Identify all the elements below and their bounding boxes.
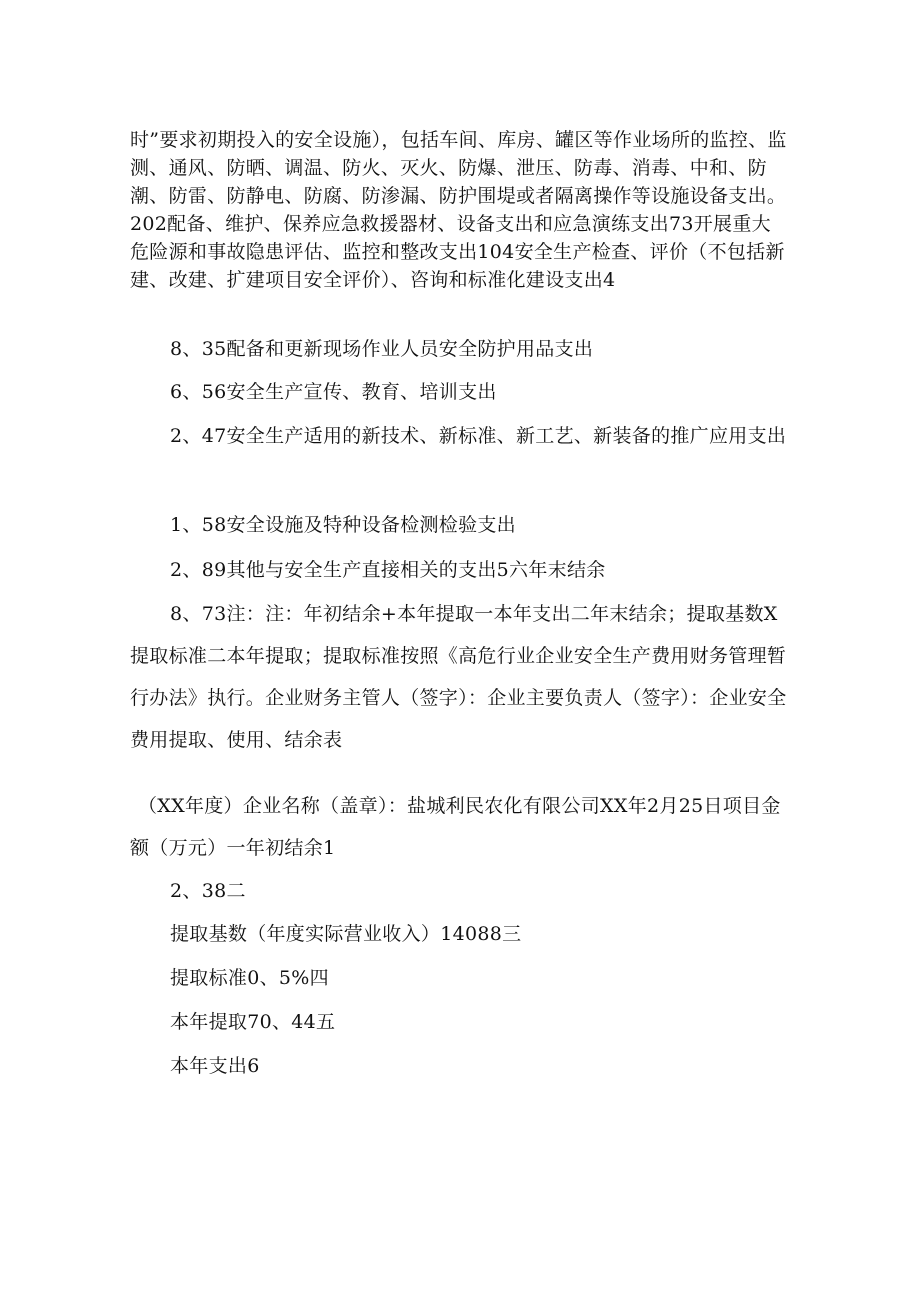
body-line-annual-extraction — [130, 1001, 790, 1043]
body-line-extraction-base — [130, 913, 790, 955]
body-line-extraction-standard — [130, 957, 790, 999]
paragraph-new-technology-text: 2、47安全生产适用的新技术、新标准、新工艺、新装备的推广应用支出 — [170, 425, 787, 447]
line-training-text: 6、56安全生产宣传、教育、培训支出 — [170, 381, 497, 403]
line-extraction-base-text: 提取基数（年度实际营业收入）14088三 — [170, 923, 522, 945]
body-paragraph-company-header — [130, 785, 790, 869]
paragraph-notes-text: 8、73注：注：年初结余+本年提取一本年支出二年末结余；提取基数X提取标准二本年提取；提取标准按照《高危行业企业安全生产费用财务管理暂行办法》执行。企业财务主管人（签字）：企业主要负责人（签字）：企业安全费用提取、使用、结余表 — [130, 603, 787, 751]
body-line-protective-equipment — [130, 328, 790, 370]
line-other-expenses-text: 2、89其他与安全生产直接相关的支出5六年末结余 — [170, 559, 606, 581]
line-protective-equipment-text: 8、35配备和更新现场作业人员安全防护用品支出 — [170, 338, 594, 360]
line-annual-extraction-text: 本年提取70、44五 — [170, 1011, 336, 1033]
line-item-two-text: 2、38二 — [170, 880, 246, 902]
body-paragraph-new-technology — [130, 415, 790, 457]
body-paragraph-notes — [130, 593, 790, 761]
paragraph-company-header-text: （XX年度）企业名称（盖章）：盐城利民农化有限公司XX年2月25日项目金额（万元）一年初结余1 — [130, 795, 781, 859]
body-line-item-two — [130, 870, 790, 912]
body-line-inspection — [130, 504, 790, 546]
body-line-annual-expenditure — [130, 1045, 790, 1087]
line-annual-expenditure-text: 本年支出6 — [170, 1055, 260, 1077]
line-inspection-text: 1、58安全设施及特种设备检测检验支出 — [170, 514, 516, 536]
line-extraction-standard-text: 提取标准0、5%四 — [170, 967, 329, 989]
body-paragraph-facilities — [130, 126, 790, 294]
body-line-other-expenses — [130, 549, 790, 591]
paragraph-facilities-text: 时”要求初期投入的安全设施），包括车间、库房、罐区等作业场所的监控、监测、通风、防晒、调温、防火、灭火、防爆、泄压、防毒、消毒、中和、防潮、防雷、防静电、防腐、防渗漏、防护围堤或者隔离操作等设施设备支出。202配备、维护、保养应急救援器材、设备支出和应急演练支出73开展重大危险源和事故隐患评估、监控和整改支出104安全生产检查、评价（不包括新建、改建、扩建项目安全评价）、咨询和标准化建设支出4 — [130, 129, 787, 291]
body-line-training — [130, 371, 790, 413]
